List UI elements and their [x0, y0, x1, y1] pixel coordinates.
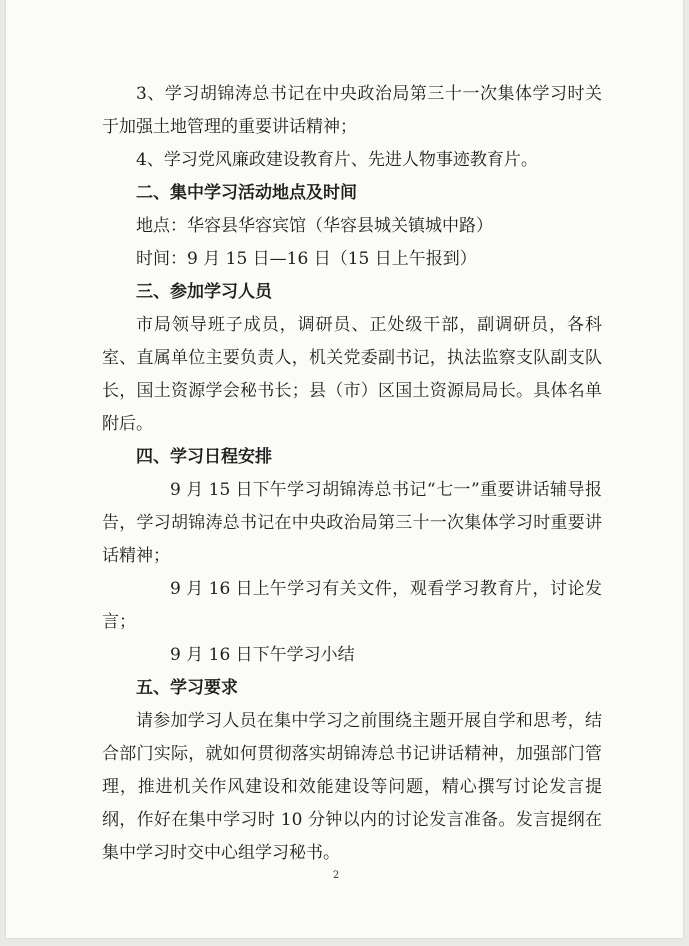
section-heading-requirements: 五、学习要求 — [136, 678, 238, 698]
schedule-text: 学习胡锦涛总书记“七一”重要讲话辅导报告，学习胡锦涛总书记在中央政治局第三十一次集体学习时重要讲话精神； — [102, 480, 602, 566]
schedule-item — [102, 474, 602, 573]
participants-paragraph: 市局领导班子成员，调研员、正处级干部，副调研员，各科室、直属单位主要负责人，机关党委副书记，执法监察支队副支队长，国土资源学会秘书长；县（市）区国土资源局局长。具体名单附后。 — [102, 315, 602, 434]
schedule-item — [102, 573, 602, 639]
section-heading-location-time: 二、集中学习活动地点及时间 — [136, 183, 357, 203]
schedule-date: 9 月 16 日上午 — [170, 579, 287, 599]
document-page — [6, 0, 683, 938]
paragraph-item-4: 4、学习党风廉政建设教育片、先进人物事迹教育片。 — [136, 150, 538, 170]
schedule-date: 9 月 16 日下午 — [170, 645, 287, 665]
schedule-date: 9 月 15 日下午 — [170, 480, 287, 500]
section-heading-schedule: 四、学习日程安排 — [136, 447, 272, 467]
time-line: 时间：9 月 15 日—16 日（15 日上午报到） — [136, 249, 477, 269]
requirements-paragraph: 请参加学习人员在集中学习之前围绕主题开展自学和思考，结合部门实际，就如何贯彻落实胡锦涛总书记讲话精神，加强部门管理，推进机关作风建设和效能建设等问题，精心撰写讨论发言提纲，作好在集中学习时 10 分钟以内的讨论发言准备。发言提纲在集中学习时交中心组学习秘书。 — [102, 711, 602, 863]
schedule-item — [102, 639, 602, 672]
section-heading-participants: 三、参加学习人员 — [136, 282, 272, 302]
location-line: 地点：华容县华容宾馆（华容县城关镇城中路） — [136, 216, 493, 236]
document-body — [102, 78, 602, 870]
schedule-text: 学习小结 — [286, 645, 355, 665]
page-number: 2 — [332, 870, 340, 881]
schedule-text: 学习有关文件，观看学习教育片，讨论发言； — [102, 579, 602, 632]
paragraph-item-3: 3、学习胡锦涛总书记在中央政治局第三十一次集体学习时关于加强土地管理的重要讲话精神； — [102, 84, 602, 137]
